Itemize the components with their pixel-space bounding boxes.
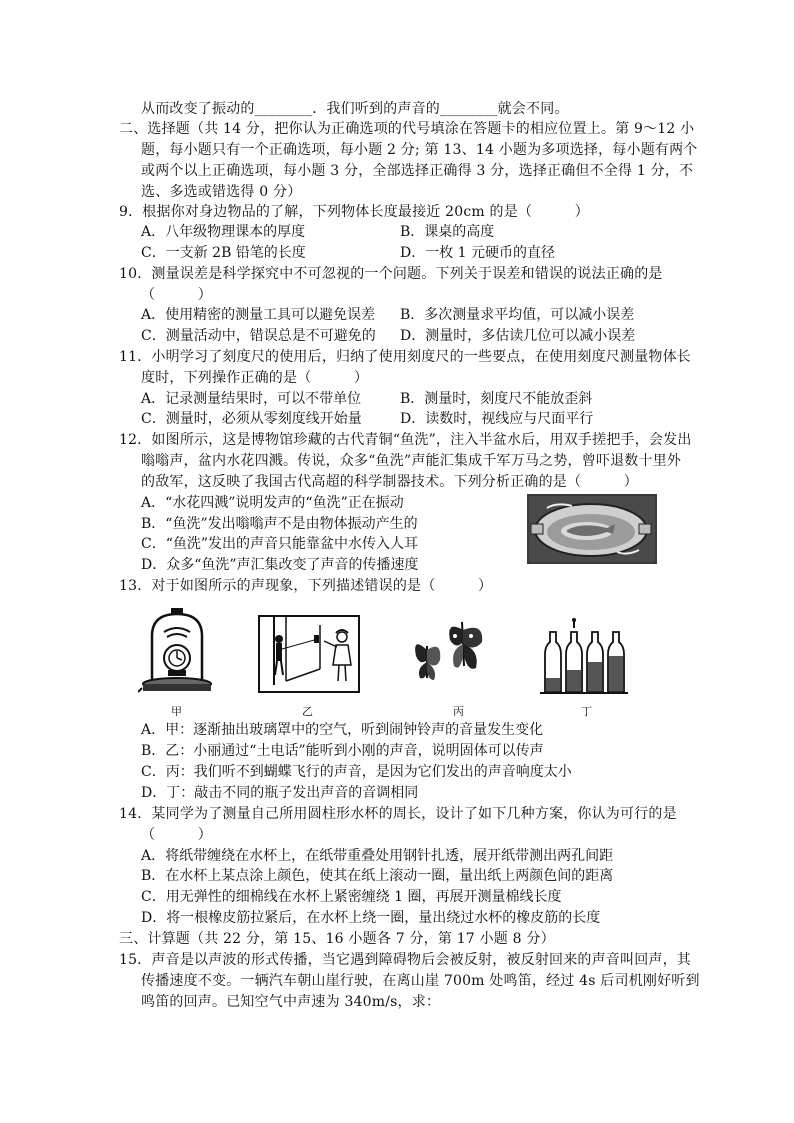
section3-heading: 三、计算题（共 22 分，第 15、16 小题各 7 分，第 17 小题 8 分） (119, 931, 555, 947)
section2-heading-line: 二、选择题（共 14 分，把你认为正确选项的代号填涂在答题卡的相应位置上。第 9～12 小 (119, 121, 695, 137)
q14-option-c: C．用无弹性的细棉线在水杯上紧密缠绕 1 圈，再展开测量棉线长度 (141, 889, 562, 905)
q14-option-b: B．在水杯上某点涂上颜色，使其在纸上滚动一圈，量出纸上两颜色间的距离 (141, 868, 614, 884)
q10-stem-line: （ ） (141, 287, 212, 303)
q9-option-d: D．一枚 1 元硬币的直径 (400, 245, 556, 261)
q11-option-a: A．记录测量结果时，可以不带单位 (141, 391, 362, 407)
q12-option-a: A．“水花四溅”说明发声的“鱼洗”正在振动 (141, 495, 404, 511)
figure-label-ding: 丁 (581, 705, 592, 718)
q11-option-b: B．测量时，刻度尺不能放歪斜 (400, 391, 593, 407)
q14-option-a: A．将纸带缠绕在水杯上，在纸带重叠处用钢针扎透，展开纸带测出两孔间距 (141, 848, 614, 864)
q11-stem-line: 度时，下列操作正确的是（ ） (141, 370, 369, 386)
figure-label-yi: 乙 (302, 705, 313, 718)
q10-option-d: D．测量时，多估读几位可以减小误差 (400, 328, 636, 344)
section2-heading-line: 选、多选或错选得 0 分） (141, 184, 302, 200)
q10-option-c: C．测量活动中，错误总是不可避免的 (141, 328, 376, 344)
bottles-figure (540, 618, 628, 694)
q14-option-d: D．将一根橡皮筋拉紧后，在水杯上绕一圈，量出绕过水杯的橡皮筋的长度 (141, 910, 601, 926)
q12-stem-line: 12．如图所示，这是博物馆珍藏的古代青铜“鱼洗”，注入半盆水后，用双手搓把手，会发出 (119, 432, 692, 448)
q12-stem-line: 嗡嗡声，盆内水花四溅。传说，众多“鱼洗”声能汇集成千军万马之势，曾吓退数十里外 (141, 453, 682, 469)
q10-stem-line: 10．测量误差是科学探究中不可忽视的一个问题。下列关于误差和错误的说法正确的是 (119, 266, 663, 282)
q12-option-d: D．众多“鱼洗”声汇集改变了声音的传播速度 (141, 557, 419, 573)
q13-option-b: B．乙：小丽通过“土电话”能听到小刚的声音，说明固体可以传声 (141, 743, 544, 759)
q11-option-d: D．读数时，视线应与尺面平行 (400, 411, 594, 427)
q10-option-a: A．使用精密的测量工具可以避免误差 (141, 307, 376, 323)
q11-stem-line: 11．小明学习了刻度尺的使用后，归纳了使用刻度尺的一些要点，在使用刻度尺测量物体长 (119, 349, 692, 365)
q9-option-a: A．八年级物理课本的厚度 (141, 224, 306, 240)
figure-label-jia: 甲 (171, 705, 182, 718)
q13-option-d: D．丁：敲击不同的瓶子发出声音的音调相同 (141, 785, 419, 801)
q12-option-c: C．“鱼洗”发出的声音只能靠盆中水传入人耳 (141, 536, 419, 552)
fish-basin-photo (527, 494, 657, 564)
q14-stem-line: （ ） (141, 827, 212, 843)
q9-stem: 9．根据你对身边物品的了解，下列物体长度最接近 20cm 的是（ ） (119, 204, 589, 220)
q12-option-b: B．“鱼洗”发出嗡嗡声不是由物体振动产生的 (141, 516, 418, 532)
q12-stem-line: 的敌军，这反映了我国古代高超的科学制器技术。下列分析正确的是（ ） (141, 474, 638, 490)
figure-label-bing: 丙 (453, 705, 464, 718)
q13-stem: 13．对于如图所示的声现象，下列描述错误的是（ ） (119, 578, 493, 594)
q9-option-c: C．一支新 2B 铅笔的长度 (141, 245, 306, 261)
q15-stem-line: 鸣笛的回声。已知空气中声速为 340m/s，求： (141, 994, 441, 1010)
q15-stem-line: 15．声音是以声波的形式传播，当它遇到障碍物后会被反射，被反射回来的声音叫回声，其 (119, 952, 692, 968)
q15-stem-line: 传播速度不变。一辆汽车朝山崖行驶，在离山崖 700m 处鸣笛，经过 4s 后司机刚好听到 (141, 973, 700, 989)
section2-heading-line: 题，每小题只有一个正确选项，每小题 2 分; 第 13、14 小题为多项选择，每小题有两个 (141, 142, 698, 158)
section2-heading-line: 或两个以上正确选项，每小题 3 分，全部选择正确得 3 分，选择正确但不全得 1 分，不 (141, 163, 694, 179)
q11-option-c: C．测量时，必须从零刻度线开始量 (141, 411, 362, 427)
q13-option-c: C．丙：我们听不到蝴蝶飞行的声音，是因为它们发出的声音响度太小 (141, 764, 572, 780)
bell-jar-figure (138, 606, 216, 696)
q10-option-b: B．多次测量求平均值，可以减小误差 (400, 307, 635, 323)
q9-option-b: B．课桌的高度 (400, 224, 495, 240)
string-telephone-figure (258, 615, 360, 693)
q8-continuation-line: 从而改变了振动的________．我们听到的声音的________就会不同。 (141, 101, 569, 117)
butterflies-figure (410, 616, 490, 690)
q13-option-a: A．甲：逐渐抽出玻璃罩中的空气，听到闹钟铃声的音量发生变化 (141, 722, 544, 738)
q14-stem-line: 14．某同学为了测量自己所用圆柱形水杯的周长，设计了如下几种方案，你认为可行的是 (119, 806, 677, 822)
